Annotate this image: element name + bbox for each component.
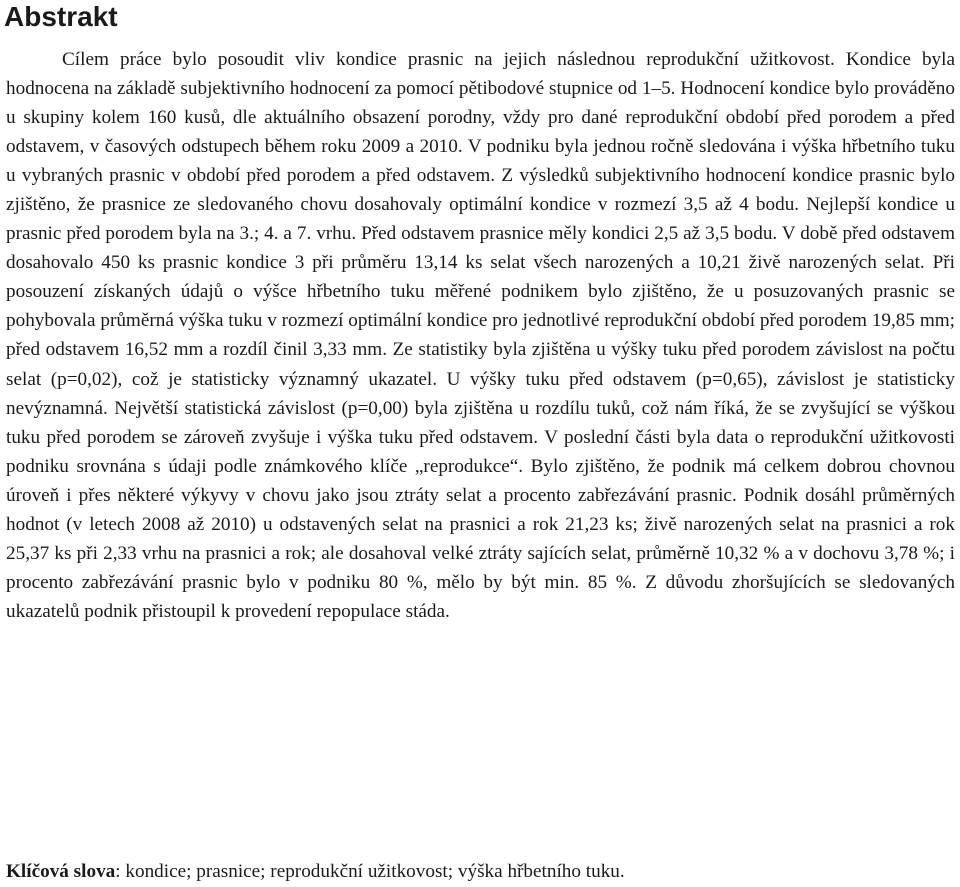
keywords-list: : kondice; prasnice; reprodukční užitkovost; výška hřbetního tuku.	[115, 861, 625, 882]
page-title: Abstrakt	[4, 1, 118, 32]
keywords-label: Klíčová slova	[6, 861, 116, 882]
keywords-line	[6, 858, 955, 886]
abstract-paragraph: Cílem práce bylo posoudit vliv kondice prasnic na jejich následnou reprodukční užitkovost. Kondice byla hodnocena na základě subjektivního hodnocení za pomocí pětibodové stupnice od 1–5. Hodnocení kondice bylo prováděno u skupiny kolem 160 kusů, dle aktuálního obsazení porodny, vždy pro dané reprodukční období před porodem a před odstavem, v časových odstupech během roku 2009 a 2010. V podniku byla jednou ročně sledována i výška hřbetního tuku u vybraných prasnic v období před porodem a před odstavem. Z výsledků subjektivního hodnocení kondice prasnic bylo zjištěno, že prasnice ze sledovaného chovu dosahovaly optimální kondice v rozmezí 3,5 až 4 bodu. Nejlepší kondice u prasnic před porodem byla na 3.; 4. a 7. vrhu. Před odstavem prasnice měly kondici 2,5 až 3,5 bodu. V době před odstavem dosahovalo 450 ks prasnic kondice 3 při průměru 13,14 ks selat všech narozených a 10,21 živě narozených selat. Při posouzení získaných údajů o výšce hřbetního tuku měřené podnikem bylo zjištěno, že u posuzovaných prasnic se pohybovala průměrná výška tuku v rozmezí optimální kondice pro jednotlivé reprodukční období před porodem 19,85 mm; před odstavem 16,52 mm a rozdíl činil 3,33 mm. Ze statistiky byla zjištěna u výšky tuku před porodem závislost na počtu selat (p=0,02), což je statisticky významný ukazatel. U výšky tuku před odstavem (p=0,65), závislost je statisticky nevýznamná. Největší statistická závislost (p=0,00) byla zjištěna u rozdílu tuků, což nám říká, že se zvyšující se výškou tuku před porodem se zároveň zvyšuje i výška tuku před odstavem. V poslední části byla data o reprodukční užitkovosti podniku srovnána s údaji podle známkového klíče „reprodukce“. Bylo zjištěno, že podnik má celkem dobrou chovnou úroveň i přes některé výkyvy v chovu jako jsou ztráty selat a procento zabřezávání prasnic. Podnik dosáhl průměrných hodnot (v letech 2008 až 2010) u odstavených selat na prasnici a rok 21,23 ks; živě narozených selat na prasnici a rok 25,37 ks při 2,33 vrhu na prasnici a rok; ale dosahoval velké ztráty sajících selat, průměrně 10,32 % a v dochovu 3,78 %; i procento zabřezávání prasnic bylo v podniku 80 %, mělo by být min. 85 %. Z důvodu zhoršujících se sledovaných ukazatelů podnik přistoupil k provedení repopulace stáda.	[6, 49, 955, 622]
